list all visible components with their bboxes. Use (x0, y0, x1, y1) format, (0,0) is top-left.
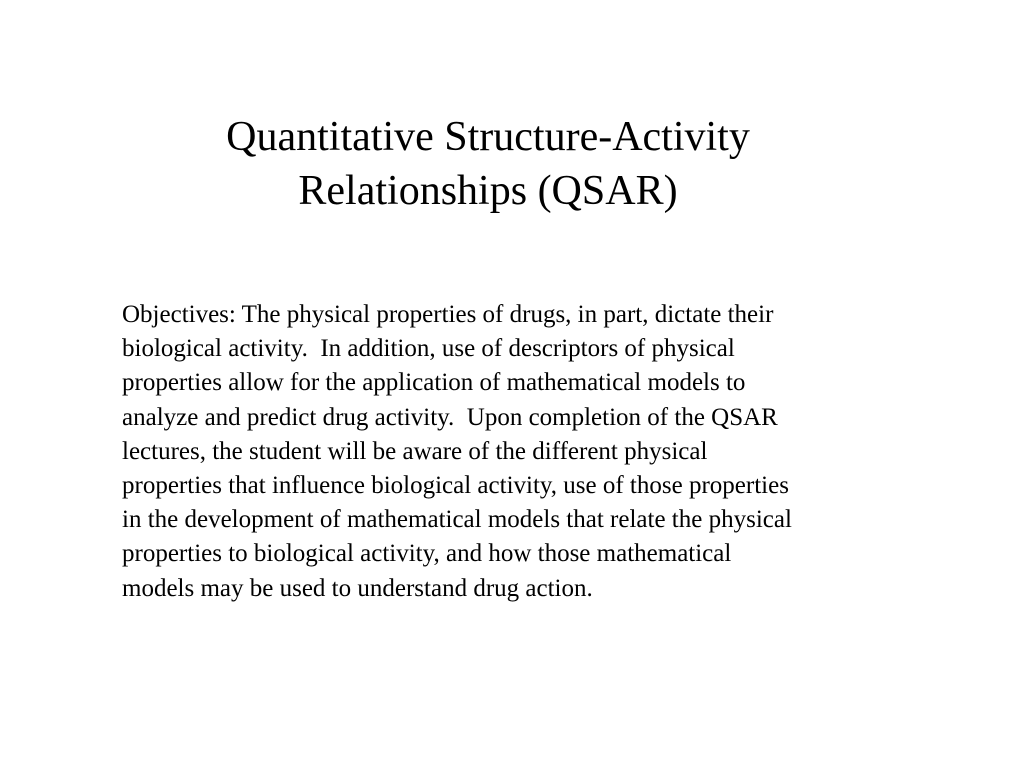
objectives-line: analyze and predict drug activity. Upon completion of the QSAR (122, 403, 778, 431)
slide-title (0, 110, 976, 218)
objectives-line: lectures, the student will be aware of the different physical (122, 437, 708, 465)
slide-title-line: Relationships (QSAR) (298, 168, 678, 214)
objectives-line: properties that influence biological activity, use of those properties (122, 472, 789, 500)
objectives-line: in the development of mathematical models that relate the physical (122, 506, 792, 534)
objectives-line: models may be used to understand drug action. (122, 574, 593, 602)
slide-title-line: Quantitative Structure-Activity (226, 114, 750, 160)
objectives-line: biological activity. In addition, use of descriptors of physical (122, 335, 735, 363)
objectives-line: Objectives: The physical properties of drugs, in part, dictate their (122, 301, 774, 328)
objectives-line: properties to biological activity, and how those mathematical (122, 540, 732, 568)
objectives-line: properties allow for the application of mathematical models to (122, 369, 746, 397)
objectives-paragraph (122, 298, 912, 606)
